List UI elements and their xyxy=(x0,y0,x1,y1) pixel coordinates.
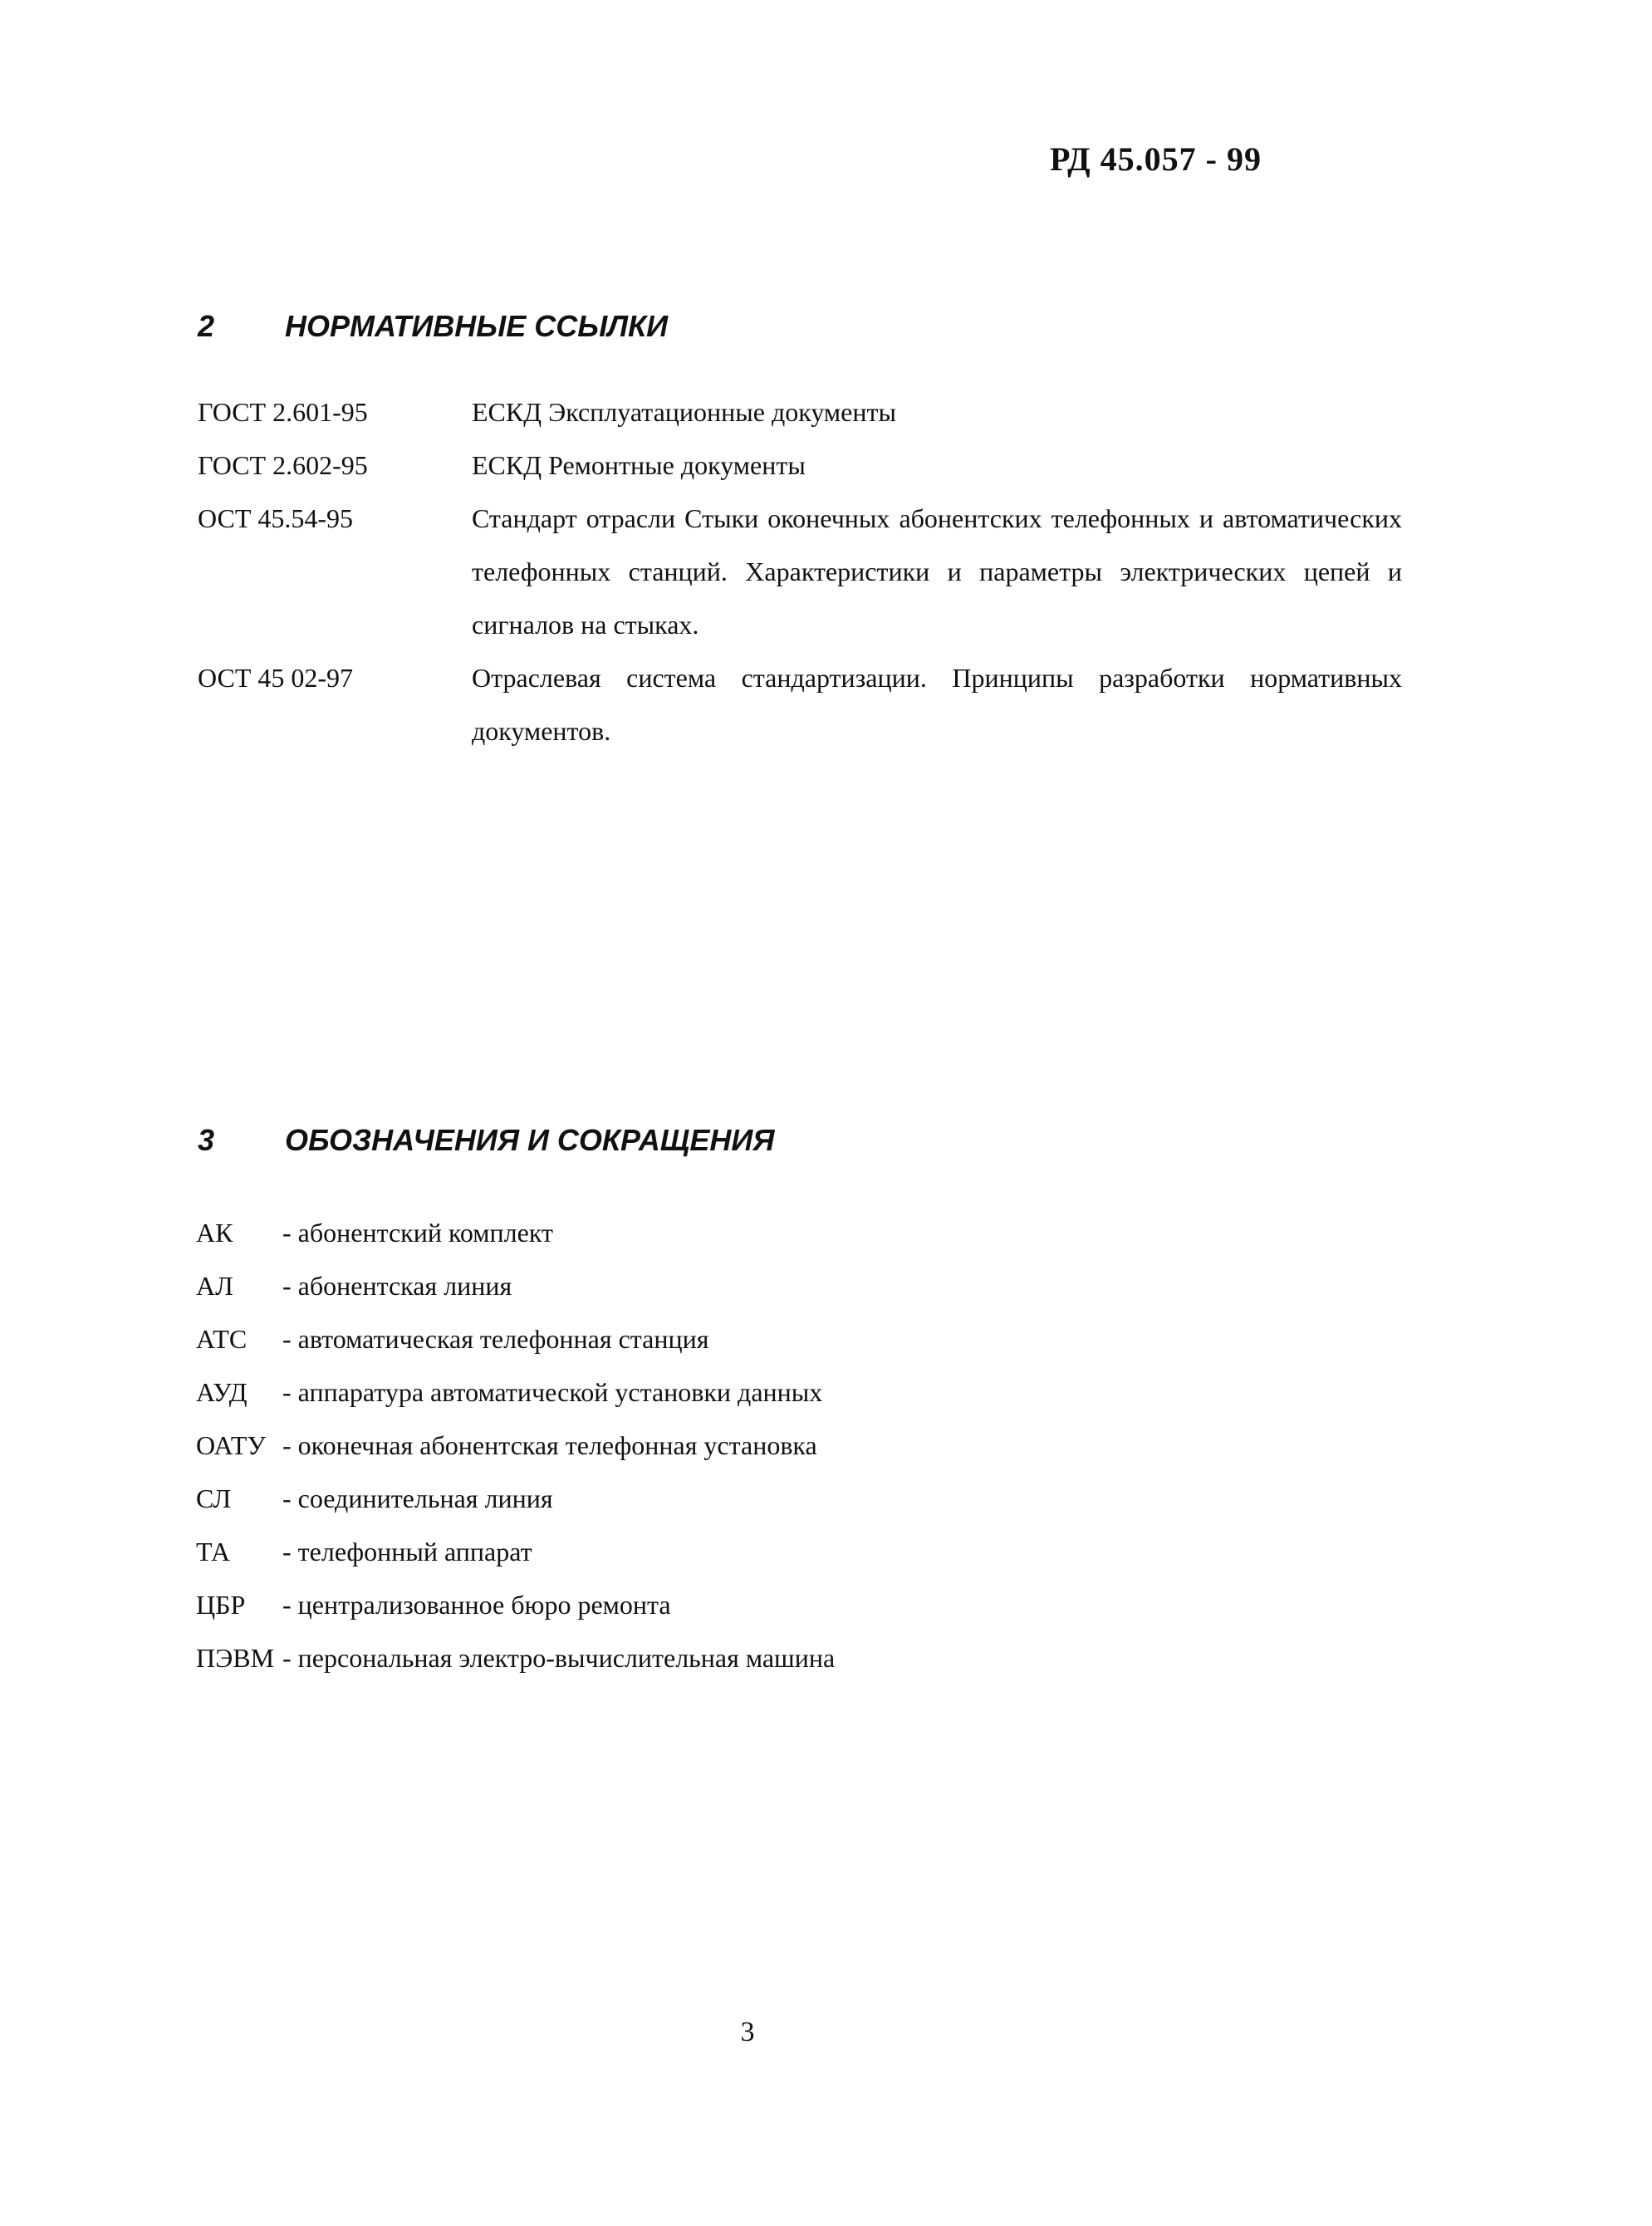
dash: - xyxy=(282,1271,292,1301)
abbreviation: СЛ xyxy=(196,1483,232,1513)
reference-title: Отраслевая система стандартизации. Принципы разработки нормативных документов. xyxy=(472,663,1402,746)
abbreviation: ТА xyxy=(196,1537,231,1567)
dash: - xyxy=(282,1483,292,1513)
reference-code: ГОСТ 2.601-95 xyxy=(198,397,368,427)
abbreviation-meaning: абонентский комплект xyxy=(297,1218,553,1248)
reference-row xyxy=(198,651,1402,758)
reference-title: ЕСКД Эксплуатационные документы xyxy=(472,397,896,427)
document-code: РД 45.057 - 99 xyxy=(1050,140,1262,178)
reference-title: Стандарт отрасли Стыки оконечных абонентских телефонных и автоматических телефонных станций. Характеристики и параметры электрических цепей и сигналов на стыках. xyxy=(472,503,1402,640)
abbreviation-meaning: аппаратура автоматической установки данных xyxy=(297,1377,823,1407)
abbreviation: АК xyxy=(196,1218,233,1248)
reference-row xyxy=(198,385,1402,439)
reference-code: ГОСТ 2.602-95 xyxy=(198,450,368,480)
abbreviation-meaning: персональная электро-вычислительная машина xyxy=(297,1643,836,1673)
abbreviation-meaning: абонентская линия xyxy=(297,1271,512,1301)
abbreviation: ЦБР xyxy=(196,1590,246,1620)
section-number: 2 xyxy=(198,309,215,343)
page-number: 3 xyxy=(740,2017,755,2047)
reference-code: ОСТ 45 02-97 xyxy=(198,663,354,693)
section-title: ОБОЗНАЧЕНИЯ И СОКРАЩЕНИЯ xyxy=(285,1123,775,1157)
reference-title: ЕСКД Ремонтные документы xyxy=(472,450,806,480)
section-title: НОРМАТИВНЫЕ ССЫЛКИ xyxy=(285,309,669,343)
abbreviation: АУД xyxy=(196,1377,248,1407)
abbreviation-meaning: соединительная линия xyxy=(297,1483,553,1513)
reference-code: ОСТ 45.54-95 xyxy=(198,503,354,533)
reference-row xyxy=(198,492,1402,651)
abbreviation-row xyxy=(196,1525,835,1578)
abbreviation-row xyxy=(196,1312,835,1366)
abbreviation-row xyxy=(196,1419,835,1472)
abbreviations-list xyxy=(196,1206,835,1684)
abbreviation: АЛ xyxy=(196,1271,233,1301)
abbreviation-row xyxy=(196,1472,835,1525)
abbreviation-meaning: автоматическая телефонная станция xyxy=(297,1324,709,1354)
section-heading-references xyxy=(198,309,668,344)
section-number: 3 xyxy=(198,1123,215,1157)
abbreviation: АТС xyxy=(196,1324,248,1354)
abbreviation-meaning: телефонный аппарат xyxy=(297,1537,532,1567)
dash: - xyxy=(282,1590,292,1620)
abbreviation-meaning: централизованное бюро ремонта xyxy=(297,1590,671,1620)
dash: - xyxy=(282,1377,292,1407)
dash: - xyxy=(282,1537,292,1567)
dash: - xyxy=(282,1218,292,1248)
reference-row xyxy=(198,439,1402,492)
abbreviation: ПЭВМ xyxy=(196,1643,275,1673)
references-list xyxy=(198,385,1402,758)
abbreviation-row xyxy=(196,1366,835,1419)
abbreviation-row xyxy=(196,1259,835,1312)
section-heading-abbreviations xyxy=(198,1123,775,1158)
abbreviation-row xyxy=(196,1631,835,1684)
dash: - xyxy=(282,1430,292,1460)
dash: - xyxy=(282,1324,292,1354)
abbreviation: ОАТУ xyxy=(196,1430,267,1460)
abbreviation-meaning: оконечная абонентская телефонная установка xyxy=(297,1430,817,1460)
abbreviation-row xyxy=(196,1206,835,1259)
dash: - xyxy=(282,1643,292,1673)
abbreviation-row xyxy=(196,1578,835,1631)
